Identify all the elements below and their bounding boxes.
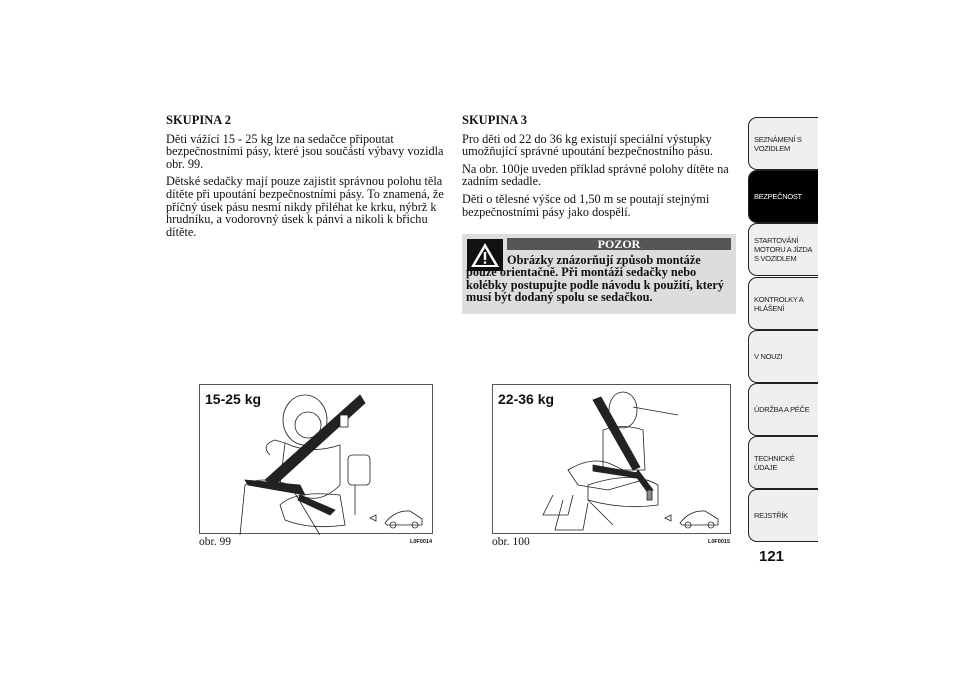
paragraph: Na obr. 100je uveden příklad správné polohy dítěte na zadním sedadle. xyxy=(462,161,729,189)
weight-label: 15-25 kg xyxy=(205,391,262,407)
tab-label: STARTOVÁNÍ MOTORU A JÍZDA S VOZIDLEM xyxy=(754,236,812,263)
tab-v-nouzi[interactable] xyxy=(748,330,818,383)
paragraph: Dětské sedačky mají pouze zajistit správnou polohu těla dítěte při upoutání bezpečnostními pásy. To znamená, že příčný úsek pásu nesmí nikdy přiléhat ke krku, nýbrž k hrudníku, a vodorovný úsek k pánvi a nikoli k břichu dítěte. xyxy=(166,174,444,239)
right-column xyxy=(462,114,740,223)
tab-label: KONTROLKY A HLÁŠENÍ xyxy=(754,294,804,313)
warning-title: POZOR xyxy=(507,238,731,250)
warning-box xyxy=(462,234,736,314)
paragraph: Děti vážící 15 - 25 kg lze na sedačce připoutat bezpečnostními pásy, které jsou součástí výbavy vozidla obr. 99. xyxy=(166,131,444,171)
tab-udrzba-a-pece[interactable] xyxy=(748,383,818,436)
figure-caption: obr. 100 xyxy=(492,536,530,548)
child-booster-seat-illustration xyxy=(200,385,434,535)
tab-label: BEZPEČNOST xyxy=(754,192,802,201)
section-heading: SKUPINA 3 xyxy=(462,113,527,127)
figure-code: L0F0015 xyxy=(708,539,731,545)
tab-label: REJSTŘÍK xyxy=(754,511,788,520)
tab-rejstrik[interactable] xyxy=(748,489,818,542)
tab-technicke-udaje[interactable] xyxy=(748,436,818,489)
section-heading: SKUPINA 2 xyxy=(166,113,231,127)
tab-bezpecnost[interactable] xyxy=(748,170,818,223)
left-column xyxy=(166,114,456,243)
figure-caption: obr. 99 xyxy=(199,536,231,548)
figure-99 xyxy=(199,384,433,534)
tab-label: ÚDRŽBA A PÉČE xyxy=(754,405,810,414)
warning-text: Obrázky znázorňují způsob montáže pouze orientačně. Při montáži sedačky nebo kolébky postupujte podle návodu k použití, který musí být dodaný spolu se sedačkou. xyxy=(466,253,724,305)
page-number: 121 xyxy=(759,548,785,565)
paragraph: Děti o tělesné výšce od 1,50 m se poutají stejnými bezpečnostními pásy jako dospělí. xyxy=(462,191,710,219)
tab-kontrolky-a-hlaseni[interactable] xyxy=(748,277,818,330)
tab-seznameni-s-vozidlem[interactable] xyxy=(748,117,818,170)
tab-label: SEZNÁMENÍ S VOZIDLEM xyxy=(754,134,802,153)
tab-startovani-motoru[interactable] xyxy=(748,223,818,276)
figure-code: L0F0014 xyxy=(410,539,433,545)
child-seat-belt-illustration xyxy=(493,385,732,535)
weight-label: 22-36 kg xyxy=(498,391,555,407)
paragraph: Pro děti od 22 do 36 kg existují speciální výstupky umožňující správné upoutání bezpečnostního pásu. xyxy=(462,131,713,159)
tab-label: TECHNICKÉ ÚDAJE xyxy=(754,453,795,472)
figure-100 xyxy=(492,384,731,534)
tab-label: V NOUZI xyxy=(754,352,783,361)
